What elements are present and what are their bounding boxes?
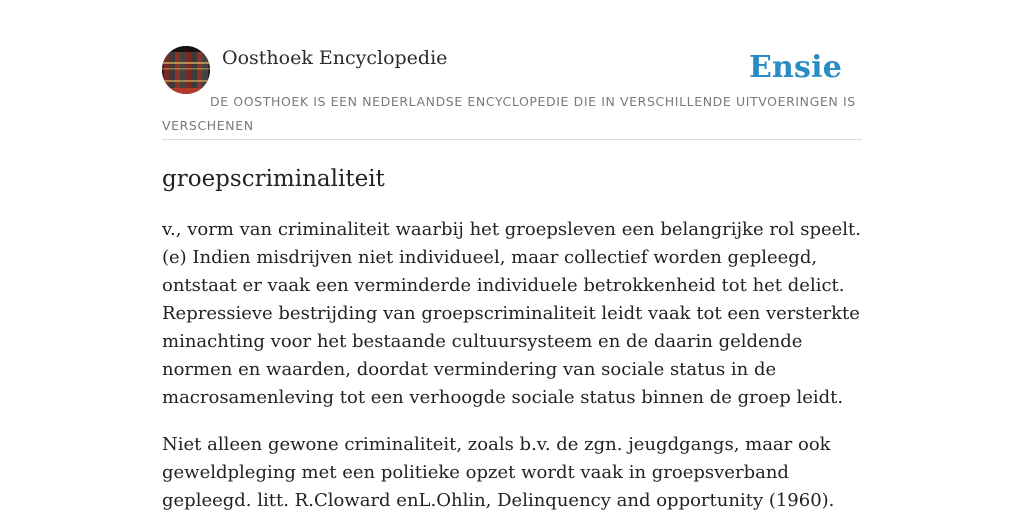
header-divider xyxy=(162,139,862,140)
ensie-logo[interactable]: Ensie xyxy=(748,50,842,85)
site-tagline: DE OOSTHOEK IS EEN NEDERLANDSE ENCYCLOPEDIE DIE IN VERSCHILLENDE UITVOERINGEN IS VERSCHENEN xyxy=(162,94,856,133)
article-paragraph-2: Niet alleen gewone criminaliteit, zoals b.v. de zgn. jeugdgangs, maar ook geweldpleging met een politieke opzet wordt vaak in groepsverband gepleegd. litt. R.Cloward enL.Ohlin, Delinquency and opportunity (1960). xyxy=(162,434,835,511)
bookshelf-avatar-icon[interactable] xyxy=(162,46,210,94)
article xyxy=(162,162,862,512)
article-paragraph-1: v., vorm van criminaliteit waarbij het groepsleven een belangrijke rol speelt. (e) Indien misdrijven niet individueel, maar collectief worden gepleegd, ontstaat er vaak een verminderde individuele betrokkenheid tot het delict. Repressieve bestrijding van groepscriminaliteit leidt vaak tot een versterkte minachting voor het bestaande cultuursysteem en de daarin geldende normen en waarden, doordat vermindering van sociale status in de macrosamenleving tot een verhoogde sociale status binnen de groep leidt. xyxy=(162,219,862,408)
article-title: groepscriminaliteit xyxy=(162,166,385,192)
site-name[interactable]: Oosthoek Encyclopedie xyxy=(222,47,448,69)
